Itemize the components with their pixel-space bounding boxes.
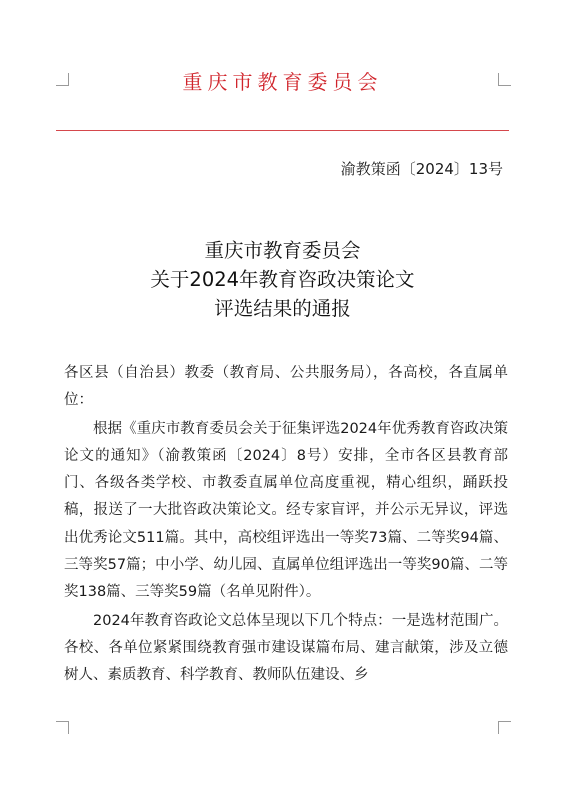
crop-mark-bottom-right — [498, 721, 511, 734]
title-line-3: 评选结果的通报 — [214, 297, 351, 320]
letterhead-red-rule — [56, 130, 509, 131]
letterhead-org-name: 重庆市教育委员会 — [182, 70, 383, 94]
salutation: 各区县（自治县）教委（教育局、公共服务局），各高校，各直属单位： — [64, 365, 508, 409]
document-title — [0, 236, 565, 323]
body-paragraph-1: 根据《重庆市教育委员会关于征集评选2024年优秀教育咨政决策论文的通知》（渝教策函〔2024〕8号）安排，全市各区县教育部门、各级各类学校、市教委直属单位高度重视，精心组织，踊跃投稿，报送了一大批咨政决策论文。经专家盲评，并公示无异议，评选出优秀论文511篇。其中，高校组评选出一等奖73篇、二等奖94篇、三等奖57篇；中小学、幼儿园、直属单位组评选出一等奖90篇、二等奖138篇、三等奖59篇（名单见附件）。 — [64, 420, 508, 601]
document-body — [64, 360, 508, 690]
title-line-1: 重庆市教育委员会 — [204, 239, 361, 262]
document-number: 渝教策函〔2024〕13号 — [340, 160, 503, 178]
title-line-2: 关于2024年教育咨政决策论文 — [150, 268, 415, 291]
body-paragraph-2: 2024年教育咨政论文总体呈现以下几个特点：一是选材范围广。各校、各单位紧紧围绕教育强市建设谋篇布局、建言献策，涉及立德树人、素质教育、科学教育、教师队伍建设、乡 — [64, 612, 508, 684]
crop-mark-bottom-left — [56, 721, 69, 734]
